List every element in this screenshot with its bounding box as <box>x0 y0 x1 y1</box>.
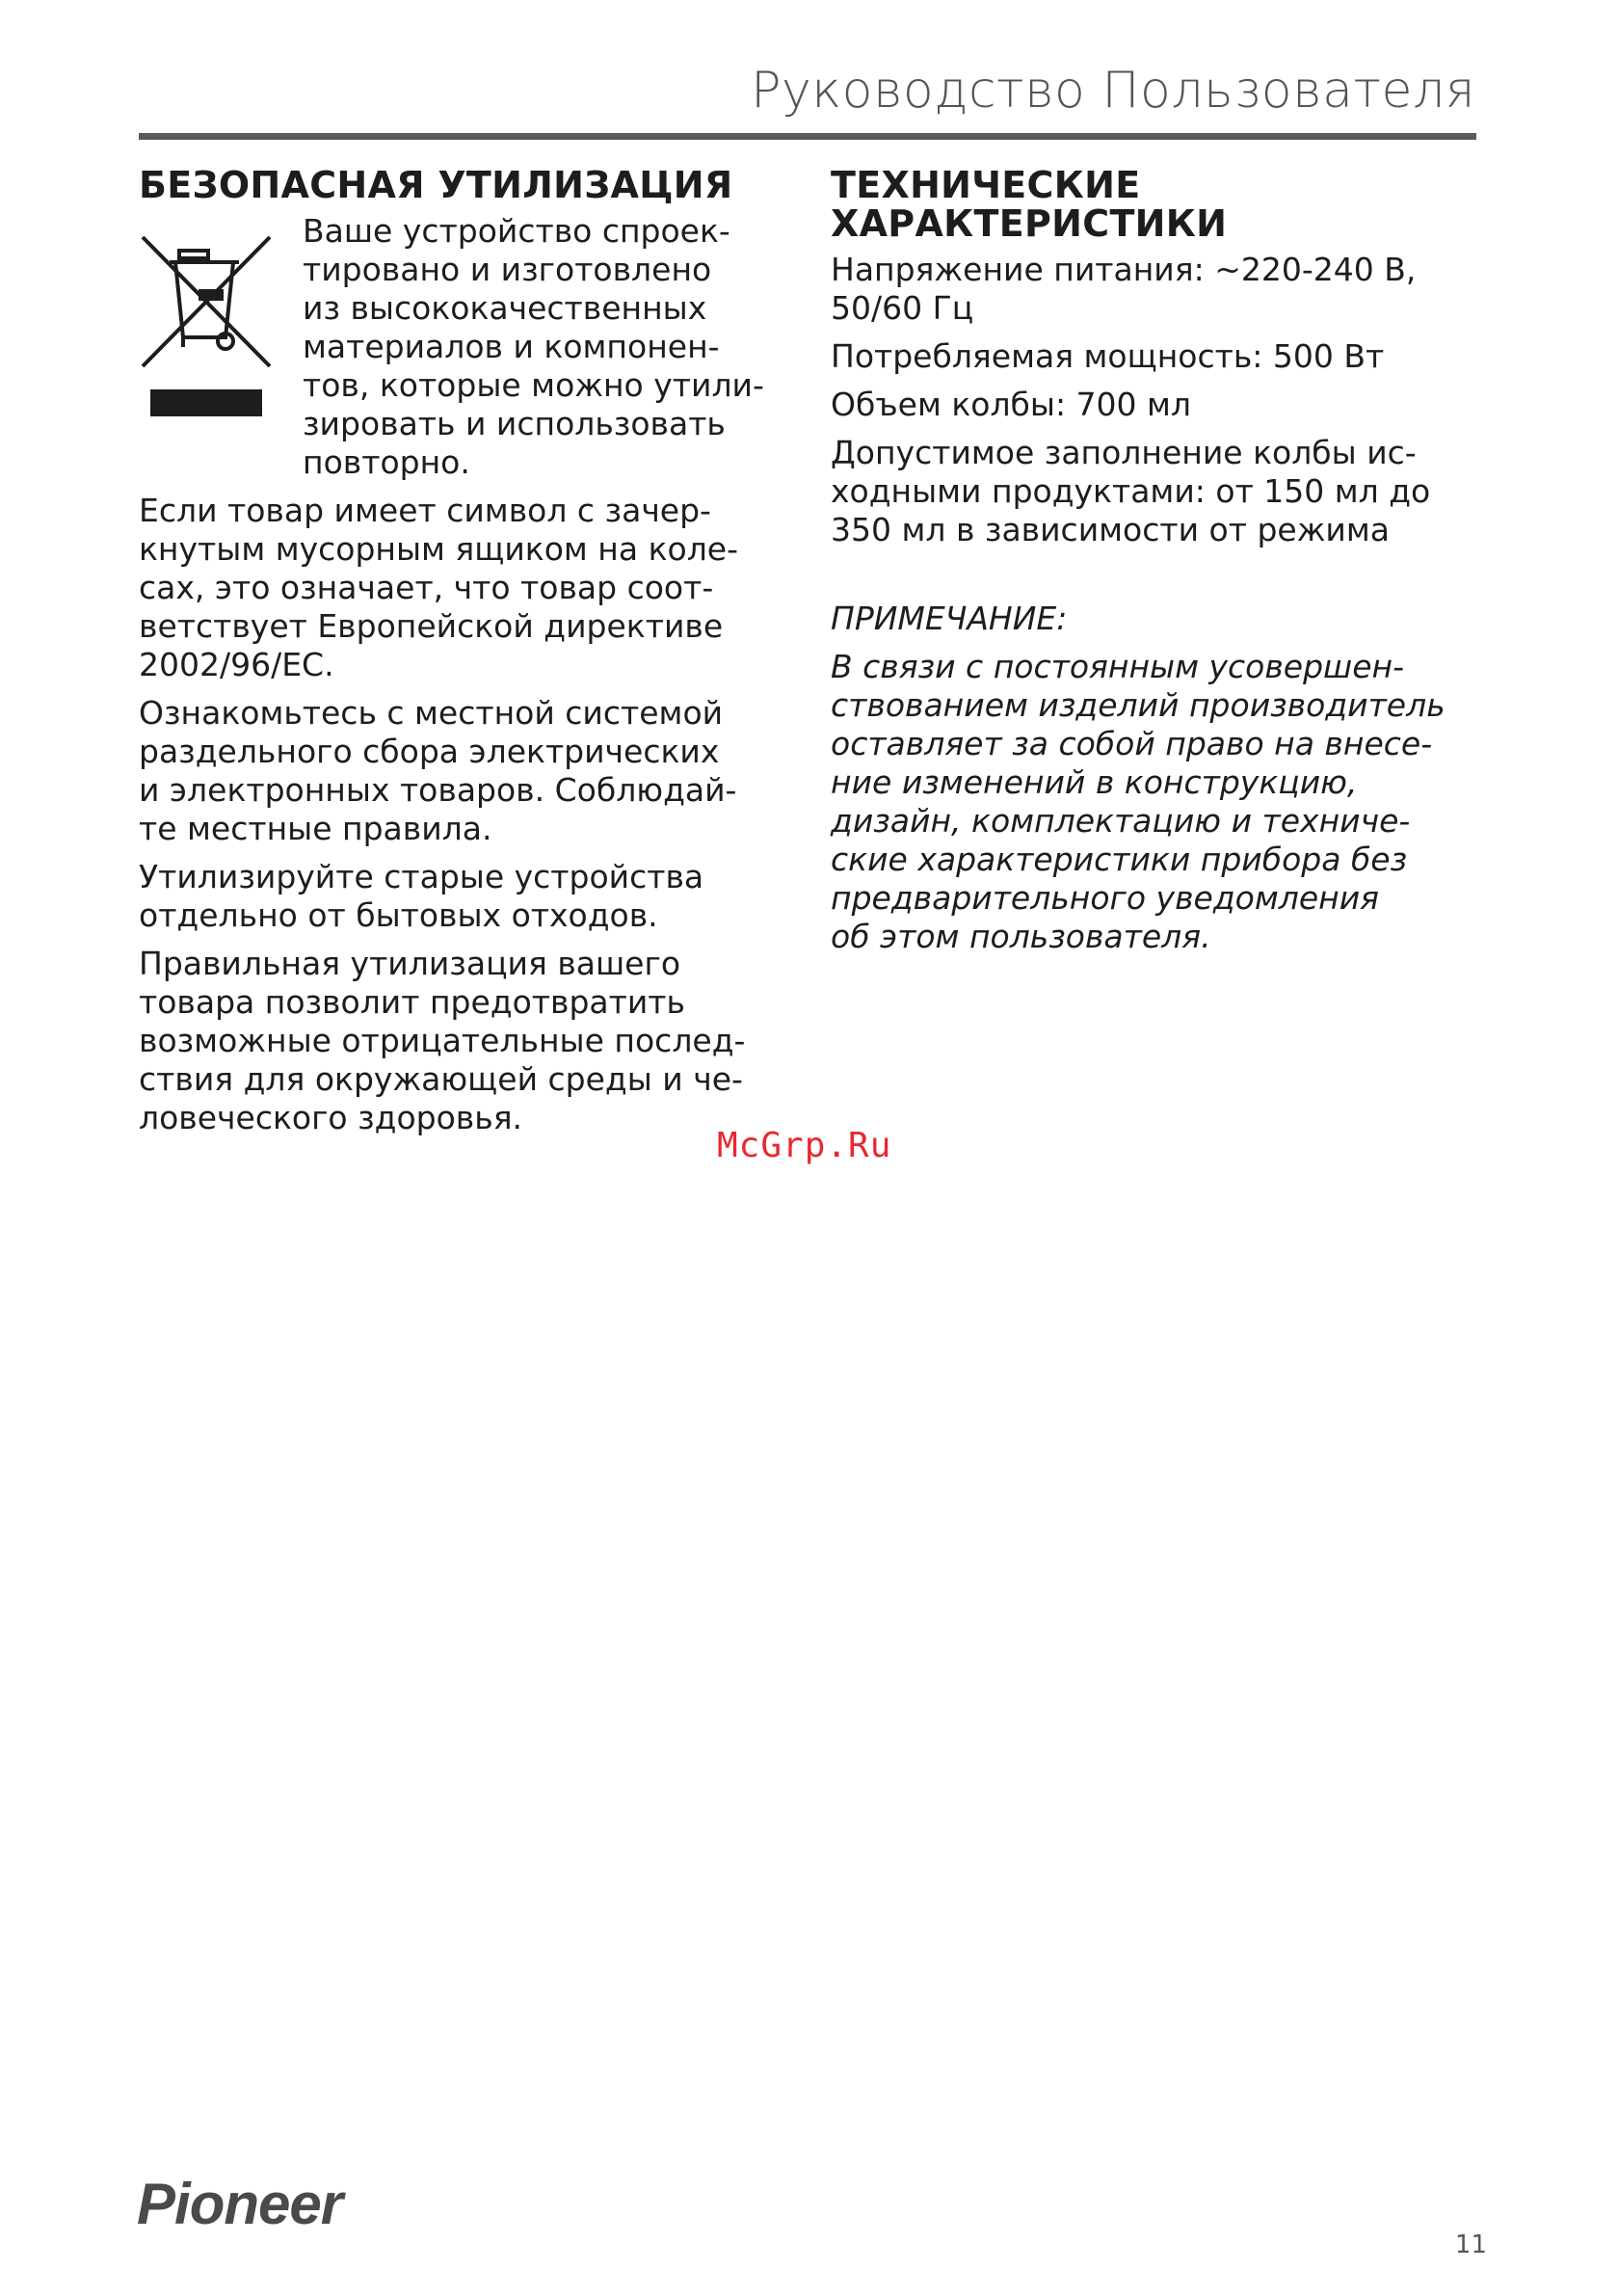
disposal-heading: БЕЗОПАСНАЯ УТИЛИЗАЦИЯ <box>139 164 733 206</box>
crossed-wheelie-bin-icon <box>139 233 274 416</box>
disposal-paragraph-separate: Утилизируйте старые устройства отдельно от бытовых отходов. <box>139 858 704 934</box>
note-text: В связи с постоянным усовершен- ствованием изделий производитель оставляет за собой право на внесе- ние изменений в конструкцию, дизайн, комплектацию и техниче- ские характеристики прибора без предварительного уведомления об этом пользователя. <box>831 648 1446 955</box>
brand-logo: Pioneer <box>137 2172 343 2236</box>
spec-voltage: Напряжение питания: ~220-240 В, 50/60 Гц <box>831 251 1417 327</box>
disposal-section <box>139 166 794 1147</box>
disposal-paragraph-symbol: Если товар имеет символ с зачер- кнутым мусорным ящиком на коле- сах, это означает, что товар соот- ветствует Европейской директиве 2002/96/EC. <box>139 492 739 683</box>
page-number: 11 <box>1454 2230 1487 2259</box>
spec-fill: Допустимое заполнение колбы ис- ходными продуктами: от 150 мл до 350 мл в зависимости от режима <box>831 434 1431 548</box>
note-label: ПРИМЕЧАНИЕ: <box>831 600 1068 637</box>
disposal-paragraph-local-rules: Ознакомьтесь с местной системой раздельного сбора электрических и электронных товаров. Соблюдай- те местные правила. <box>139 694 737 847</box>
disposal-paragraph-benefit: Правильная утилизация вашего товара позволит предотвратить возможные отрицательные послед- ствия для окружающей среды и че- ловеческого здоровья. <box>139 945 746 1136</box>
disposal-intro-text: Ваше устройство спроек- тировано и изготовлено из высококачественных материалов и компонен- тов, которые можно утили- зировать и использовать повторно. <box>303 212 764 481</box>
specs-heading: ТЕХНИЧЕСКИЕ ХАРАКТЕРИСТИКИ <box>831 164 1228 245</box>
specs-section <box>831 166 1486 956</box>
disposal-intro <box>139 212 794 482</box>
header-divider <box>139 133 1476 140</box>
watermark: McGrp.Ru <box>717 1126 892 1165</box>
page-header-title: Руководство Пользователя <box>751 62 1475 120</box>
spec-volume: Объем колбы: 700 мл <box>831 386 1192 423</box>
spec-power: Потребляемая мощность: 500 Вт <box>831 337 1385 375</box>
